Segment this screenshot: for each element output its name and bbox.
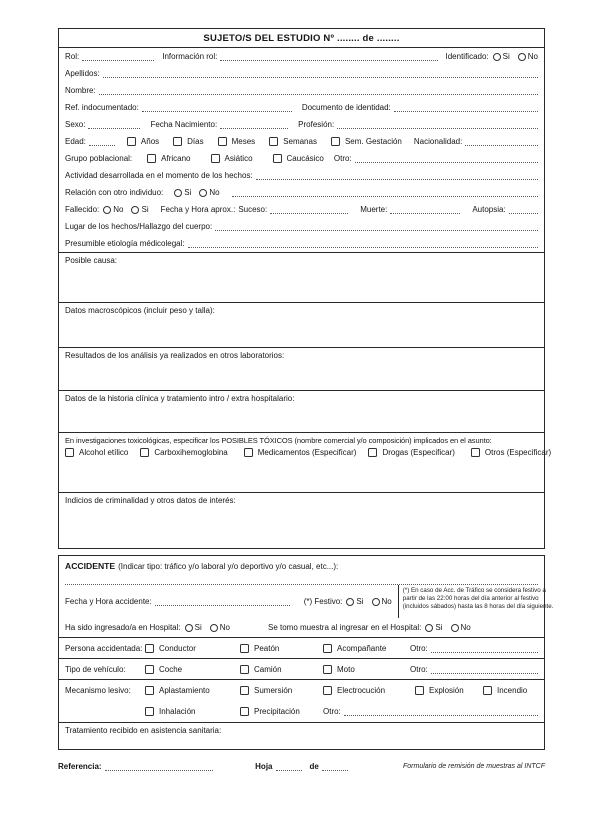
referencia-group <box>58 762 255 771</box>
edad-dias-checkbox[interactable] <box>173 137 182 146</box>
medicamentos-checkbox[interactable] <box>244 448 253 457</box>
identificado-no-radio[interactable] <box>518 53 526 61</box>
identificado-label: Identificado: <box>445 52 489 61</box>
form-content <box>58 28 554 771</box>
vehiculo-coche-option <box>145 665 240 674</box>
inhalacion-checkbox[interactable] <box>145 707 154 716</box>
edad-semanas-checkbox[interactable] <box>269 137 278 146</box>
edad-dias-label: Días <box>187 137 204 146</box>
ingresado-no-label: No <box>219 623 230 632</box>
resultados-analisis-area[interactable] <box>59 347 544 390</box>
grupo-africano-label: Africano <box>161 154 191 163</box>
persona-acompanante-option <box>323 644 410 653</box>
moto-label: Moto <box>337 664 355 674</box>
mecanismo-lesivo-rows <box>59 680 544 723</box>
aplastamiento-checkbox[interactable] <box>145 686 154 695</box>
aplastamiento-label: Aplastamiento <box>159 686 210 695</box>
grupo-caucasico-label: Caucásico <box>286 154 324 163</box>
sexo-label: Sexo: <box>65 120 86 129</box>
suceso-input-line[interactable] <box>270 205 348 214</box>
relacion-si-radio[interactable] <box>174 189 182 197</box>
edad-meses-label: Meses <box>231 137 256 146</box>
accident-header-row <box>59 556 544 576</box>
edad-anos-checkbox[interactable] <box>127 137 136 146</box>
mecanismo-incendio-option <box>483 686 527 695</box>
mecanismo-row-2 <box>59 701 544 722</box>
accident-type-line-row <box>59 576 544 585</box>
edad-sem-gestacion-checkbox[interactable] <box>331 137 340 146</box>
camion-checkbox[interactable] <box>240 665 249 674</box>
profesion-input-line[interactable] <box>337 120 538 129</box>
fallecido-label: Fallecido: <box>65 205 100 214</box>
etiologia-label: Presumible etiología médicolegal: <box>65 239 185 248</box>
drogas-label: Drogas (Especificar) <box>382 448 455 457</box>
electrocucion-label: Electrocución <box>337 686 386 695</box>
coche-checkbox[interactable] <box>145 665 154 674</box>
rol-row <box>59 48 544 65</box>
incendio-checkbox[interactable] <box>483 686 492 695</box>
muestra-si-label: Si <box>435 623 443 632</box>
fallecido-si-radio[interactable] <box>131 206 139 214</box>
identificado-si-label: Si <box>502 52 510 61</box>
resultados-analisis-label: Resultados de los análisis ya realizados en otros laboratorios: <box>65 351 285 360</box>
muerte-input-line[interactable] <box>390 205 460 214</box>
actividad-row <box>59 167 544 184</box>
indicios-label: Indicios de criminalidad y otros datos de interés: <box>65 496 236 505</box>
toxicos-header: En investigaciones toxicológicas, especificar los POSIBLES TÓXICOS (nombre comercial y/o composición) implicados en el asunto: <box>65 436 492 445</box>
fallecido-no-label: No <box>113 205 124 214</box>
actividad-input-line[interactable] <box>256 171 538 180</box>
persona-conductor-option <box>145 644 240 653</box>
mecanismo-otro-label: Otro: <box>323 707 341 716</box>
festivo-label: (*) Festivo: <box>303 597 343 606</box>
relacion-row <box>59 184 544 201</box>
subject-title-row <box>59 29 544 48</box>
historia-clinica-label: Datos de la historia clínica y tratamiento intro / extra hospitalario: <box>65 394 295 403</box>
nombre-row <box>59 82 544 99</box>
drogas-checkbox[interactable] <box>368 448 377 457</box>
hoja-label: Hoja <box>255 762 273 771</box>
fecha-nacimiento-input-line[interactable] <box>220 120 288 129</box>
inhalacion-label: Inhalación <box>159 707 196 716</box>
edad-row <box>59 133 544 150</box>
edad-sem-gestacion-label: Sem. Gestación <box>344 137 402 146</box>
documento-identidad-input-line[interactable] <box>394 103 538 112</box>
conductor-checkbox[interactable] <box>145 644 154 653</box>
alcohol-etilico-label: Alcohol etílico <box>79 448 129 457</box>
formulario-note: Formulario de remisión de muestras al INTCF <box>403 763 545 770</box>
festivo-si-label: Si <box>356 597 364 606</box>
festivo-note: (*) En caso de Acc. de Tráfico se considera festivo a partir de las 22:00 horas del día anterior al festivo (incluidos sábados) hasta las 8 horas del día siguiente. <box>398 585 562 618</box>
vehiculo-camion-option <box>240 665 323 674</box>
page-footer <box>58 762 545 771</box>
hospital-row <box>59 618 544 638</box>
muestra-no-label: No <box>460 623 471 632</box>
apellidos-input-line[interactable] <box>103 69 538 78</box>
fecha-festivo-row <box>59 585 554 618</box>
grupo-row <box>59 150 544 167</box>
medicamentos-label: Medicamentos (Especificar) <box>257 448 357 457</box>
vehiculo-moto-option <box>323 665 410 674</box>
grupo-otro-input-line[interactable] <box>355 154 538 163</box>
incendio-label: Incendio <box>497 686 528 695</box>
lugar-row <box>59 218 544 235</box>
festivo-si-radio[interactable] <box>346 598 354 606</box>
referencia-input-line[interactable] <box>105 762 213 771</box>
ingresado-no-radio[interactable] <box>210 624 218 632</box>
sexo-row <box>59 116 544 133</box>
grupo-poblacional-label: Grupo poblacional: <box>65 154 133 163</box>
mecanismo-inhalacion-option <box>145 707 240 716</box>
suceso-label: Suceso: <box>238 205 268 214</box>
fecha-accidente-group <box>59 585 398 618</box>
edad-input-line[interactable] <box>89 137 115 146</box>
hoja-de-label: de <box>309 762 319 771</box>
vehiculo-otro-input-line[interactable] <box>431 665 538 674</box>
indicios-area[interactable] <box>59 492 544 548</box>
coche-label: Coche <box>159 664 183 674</box>
relacion-no-radio[interactable] <box>199 189 207 197</box>
grupo-africano-checkbox[interactable] <box>147 154 156 163</box>
conductor-label: Conductor <box>159 643 196 653</box>
explosion-checkbox[interactable] <box>415 686 424 695</box>
vehiculo-otro-label: Otro: <box>410 664 428 674</box>
carboxihemoglobina-checkbox[interactable] <box>140 448 149 457</box>
rol-label: Rol: <box>65 52 80 61</box>
apellidos-label: Apellidos: <box>65 69 100 78</box>
nacionalidad-input-line[interactable] <box>465 137 538 146</box>
profesion-label: Profesión: <box>298 120 335 129</box>
sexo-input-line[interactable] <box>88 120 140 129</box>
persona-otro-input-line[interactable] <box>431 644 538 653</box>
referencia-label: Referencia: <box>58 762 102 771</box>
acompanante-checkbox[interactable] <box>323 644 332 653</box>
accident-type-input-line[interactable] <box>65 576 538 585</box>
mecanismo-aplastamiento-option <box>145 686 240 695</box>
posible-causa-area[interactable] <box>59 252 544 302</box>
info-rol-label: Información rol: <box>162 52 218 61</box>
tipo-vehiculo-label: Tipo de vehículo: <box>65 664 126 674</box>
tratamiento-label: Tratamiento recibido en asistencia sanitaria: <box>65 726 222 735</box>
electrocucion-checkbox[interactable] <box>323 686 332 695</box>
mecanismo-explosion-option <box>415 686 483 695</box>
hoja-group <box>255 762 348 771</box>
nombre-label: Nombre: <box>65 86 96 95</box>
sumersion-label: Sumersión <box>254 686 293 695</box>
ref-indocumentado-label: Ref. indocumentado: <box>65 103 139 112</box>
ref-row <box>59 99 544 116</box>
etiologia-input-line[interactable] <box>188 239 538 248</box>
muestra-si-radio[interactable] <box>425 624 433 632</box>
grupo-asiatico-label: Asiático <box>224 154 253 163</box>
hoja-total-input-line[interactable] <box>322 762 348 771</box>
accident-section <box>58 555 554 750</box>
lugar-label: Lugar de los hechos/Hallazgo del cuerpo: <box>65 222 213 231</box>
fallecido-row <box>59 201 544 218</box>
mecanismo-electrocucion-option <box>323 686 415 695</box>
rol-input-line[interactable] <box>82 52 154 61</box>
otros-toxicos-checkbox[interactable] <box>471 448 480 457</box>
historia-clinica-area[interactable] <box>59 390 544 432</box>
edad-anos-label: Años <box>140 137 160 146</box>
ingresado-label: Ha sido ingresado/a en Hospital: <box>65 623 181 632</box>
carboxihemoglobina-label: Carboxihemoglobina <box>154 448 228 457</box>
nombre-input-line[interactable] <box>99 86 538 95</box>
subject-section <box>58 28 552 549</box>
edad-semanas-label: Semanas <box>283 137 317 146</box>
mecanismo-sumersion-option <box>240 686 323 695</box>
festivo-no-label: No <box>381 597 392 606</box>
relacion-si-label: Si <box>184 188 192 197</box>
relacion-input-line[interactable] <box>232 188 538 197</box>
muestra-label: Se tomo muestra al ingresar en el Hospital: <box>267 623 422 632</box>
tipo-vehiculo-row <box>59 659 544 680</box>
sumersion-checkbox[interactable] <box>240 686 249 695</box>
otros-toxicos-label: Otros (Especificar) <box>484 448 552 457</box>
precipitacion-checkbox[interactable] <box>240 707 249 716</box>
fecha-hora-aprox-label: Fecha y Hora aprox.: <box>160 205 236 214</box>
mecanismo-row-1 <box>59 680 544 701</box>
persona-accidentada-row <box>59 638 544 659</box>
toxicos-options-row <box>65 448 552 457</box>
mecanismo-lesivo-label: Mecanismo lesivo: <box>65 686 131 695</box>
fallecido-si-label: Si <box>141 205 149 214</box>
festivo-no-radio[interactable] <box>372 598 380 606</box>
grupo-caucasico-checkbox[interactable] <box>273 154 282 163</box>
relacion-label: Relación con otro individuo: <box>65 188 164 197</box>
ingresado-si-radio[interactable] <box>185 624 193 632</box>
autopsia-label: Autopsia: <box>472 205 506 214</box>
ref-indocumentado-input-line[interactable] <box>142 103 292 112</box>
fecha-nacimiento-label: Fecha Nacimiento: <box>150 120 218 129</box>
lugar-input-line[interactable] <box>215 222 538 231</box>
fallecido-no-radio[interactable] <box>103 206 111 214</box>
tratamiento-area[interactable] <box>59 723 544 749</box>
edad-label: Edad: <box>65 137 86 146</box>
muerte-label: Muerte: <box>360 205 388 214</box>
edad-meses-checkbox[interactable] <box>218 137 227 146</box>
identificado-si-radio[interactable] <box>493 53 501 61</box>
page-title: SUJETO/S DEL ESTUDIO Nº ........ de ........ <box>203 32 400 44</box>
explosion-label: Explosión <box>429 686 464 695</box>
persona-otro-label: Otro: <box>410 643 428 653</box>
actividad-label: Actividad desarrollada en el momento de los hechos: <box>65 171 253 180</box>
grupo-otro-label: Otro: <box>333 154 352 163</box>
fecha-accidente-input-line[interactable] <box>155 597 290 606</box>
muestra-no-radio[interactable] <box>451 624 459 632</box>
info-rol-input-line[interactable] <box>220 52 437 61</box>
peaton-checkbox[interactable] <box>240 644 249 653</box>
mecanismo-otro-input-line[interactable] <box>344 707 538 716</box>
hoja-num-input-line[interactable] <box>276 762 302 771</box>
datos-macroscopicos-label: Datos macroscópicos (incluir peso y talla): <box>65 306 215 315</box>
fecha-accidente-label: Fecha y Hora accidente: <box>65 597 152 606</box>
toxicos-area[interactable] <box>59 432 552 492</box>
nacionalidad-label: Nacionalidad: <box>413 137 463 146</box>
accident-subtitle: (Indicar tipo: tráfico y/o laboral y/o deportivo y/o casual, etc...): <box>118 561 339 571</box>
moto-checkbox[interactable] <box>323 665 332 674</box>
grupo-asiatico-checkbox[interactable] <box>211 154 220 163</box>
accident-title: ACCIDENTE <box>65 561 116 571</box>
posible-causa-label: Posible causa: <box>65 256 118 265</box>
identificado-no-label: No <box>527 52 538 61</box>
mecanismo-precipitacion-option <box>240 707 323 716</box>
documento-identidad-label: Documento de identidad: <box>301 103 391 112</box>
precipitacion-label: Precipitación <box>254 707 300 716</box>
camion-label: Camión <box>254 664 282 674</box>
datos-macroscopicos-area[interactable] <box>59 302 544 347</box>
peaton-label: Peatón <box>254 643 280 653</box>
relacion-no-label: No <box>209 188 220 197</box>
persona-peaton-option <box>240 644 323 653</box>
etiologia-row <box>59 235 544 252</box>
autopsia-input-line[interactable] <box>509 205 538 214</box>
persona-accidentada-label: Persona accidentada: <box>65 643 143 653</box>
apellidos-row <box>59 65 544 82</box>
acompanante-label: Acompañante <box>337 643 387 653</box>
alcohol-etilico-checkbox[interactable] <box>65 448 74 457</box>
ingresado-si-label: Si <box>194 623 202 632</box>
